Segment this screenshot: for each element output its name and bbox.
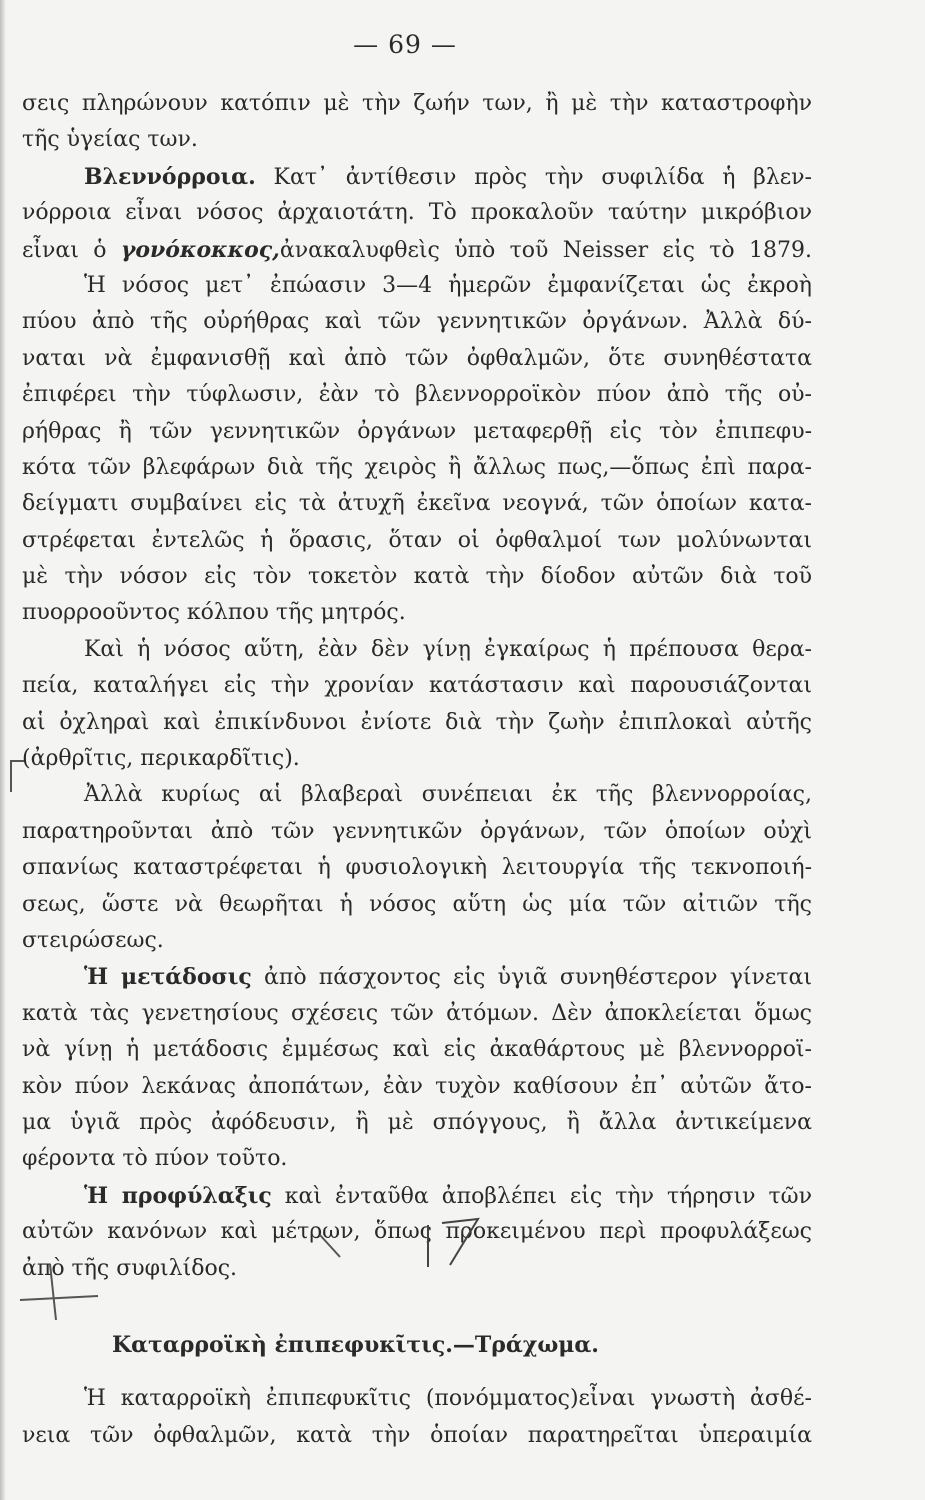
text-line: εἶναι ὁ γονόκοκκος,ἀνακαλυφθεὶς ὑπὸ τοῦ Neisser εἰς τὸ 1879. (22, 236, 812, 263)
text-line: Ἡ προφύλαξις καὶ ἐνταῦθα ἀποβλέπει εἰς τὴν τήρησιν τῶν (84, 1182, 812, 1209)
text-line: Ἡ μετάδοσις ἀπὸ πάσχοντος εἰς ὑγιᾶ συνηθέστερον γίνεται (84, 964, 812, 991)
text-line: δείγματι συμβαίνει εἰς τὰ ἀτυχῆ ἐκεῖνα νεογνά, τῶν ὁποίων κατα- (22, 491, 812, 517)
text-line: στειρώσεως. (22, 927, 164, 953)
text-line: σπανίως καταστρέφεται ἡ φυσιολογικὴ λειτουργία τῆς τεκνοποιή- (22, 855, 812, 881)
text-line: σεις πληρώνουν κατόπιν μὲ τὴν ζωήν των, ἢ μὲ τὴν καταστροφὴν (22, 91, 812, 116)
text-line: (ἀρθρῖτις, περικαρδῖτις). (22, 746, 300, 772)
text-line: ναται νὰ ἐμφανισθῇ καὶ ἀπὸ τῶν ὀφθαλμῶν, ὅτε συνηθέστατα (22, 345, 812, 371)
text-line: νόρροια εἶναι νόσος ἀρχαιοτάτη. Τὸ προκαλοῦν ταύτην μικρόβιον (22, 200, 812, 226)
inline-heading: Ἡ μετάδοσις (84, 964, 252, 991)
text-line: κατὰ τὰς γενετησίους σχέσεις τῶν ἀτόμων. Δὲν ἀποκλείεται ὅμως (22, 1000, 812, 1026)
text-line: Καὶ ἡ νόσος αὕτη, ἐὰν δὲν γίνῃ ἐγκαίρως ἡ πρέπουσα θερα- (84, 636, 812, 662)
text-line: παρατηροῦνται ἀπὸ τῶν γεννητικῶν ὀργάνων, τῶν ὁποίων οὐχὶ (22, 818, 812, 844)
text-line: σεως, ὥστε νὰ θεωρῆται ἡ νόσος αὕτη ὡς μία τῶν αἰτιῶν τῆς (22, 891, 812, 917)
text-line: μα ὑγιᾶ πρὸς ἀφόδευσιν, ἢ μὲ σπόγγους, ἢ ἄλλα ἀντικείμενα (22, 1109, 812, 1135)
italic-term: γονόκοκκος, (120, 236, 280, 263)
text-line: πυορρooῦντος κόλπου τῆς μητρός. (22, 600, 406, 626)
handwritten-marks (300, 1205, 500, 1285)
margin-bracket-mark (10, 760, 24, 792)
text-line: πύου ἀπὸ τῆς οὐρήθρας καὶ τῶν γεννητικῶν ὀργάνων. Ἀλλὰ δύ- (22, 309, 812, 335)
text-line: νεια τῶν ὀφθαλμῶν, κατὰ τὴν ὁποίαν παρατηρεῖται ὑπεραιμία (22, 1422, 812, 1448)
text-line: μὲ τὴν νόσον εἰς τὸν τοκετὸν κατὰ τὴν δίοδον αὐτῶν διὰ τοῦ (22, 564, 812, 590)
text-line: στρέφεται ἐντελῶς ἡ ὅρασις, ὅταν οἱ ὀφθαλμοί των μολύνωνται (22, 527, 812, 553)
text-line: κότα τῶν βλεφάρων διὰ τῆς χειρὸς ἢ ἄλλως πως,—ὅπως ἐπὶ παρα- (22, 454, 812, 480)
inline-heading: Βλεννόρροια. (84, 163, 256, 190)
text-line: ἀπὸ τῆς συφιλίδος. (22, 1255, 238, 1281)
text-line: ρήθρας ἢ τῶν γεννητικῶν ὀργάνων μεταφερθῇ εἰς τὸν ἐπιπεφυ- (22, 418, 812, 444)
text-line: τῆς ὑγείας των. (22, 127, 198, 153)
text-line: ἐπιφέρει τὴν τύφλωσιν, ἐὰν τὸ βλεννορροϊκὸν πύον ἀπὸ τῆς οὐ- (22, 382, 812, 408)
text-line: αὐτῶν κανόνων καὶ μέτρων, ὅπως προκειμένου περὶ προφυλάξεως (22, 1219, 812, 1245)
page-number: — 69 — (353, 30, 457, 59)
text-line: Ἡ καταρροϊκὴ ἐπιπεφυκῖτις (πονόμματος)εἶναι γνωστὴ ἀσθέ- (84, 1386, 812, 1412)
page-edge (0, 0, 6, 1500)
text-line: φέροντα τὸ πύον τοῦτο. (22, 1146, 288, 1172)
text-line: Ἡ νόσος μετ᾽ ἐπώασιν 3—4 ἡμερῶν ἐμφανίζεται ὡς ἐκροὴ (84, 272, 812, 298)
text-line: Ἀλλὰ κυρίως αἱ βλαβεραὶ συνέπειαι ἐκ τῆς βλεννορροίας, (84, 782, 812, 808)
text-line: Βλεννόρροια. Κατ᾽ ἀντίθεσιν πρὸς τὴν συφιλίδα ἡ βλεν- (84, 163, 812, 190)
text-line: αἱ ὀχληραὶ καὶ ἐπικίνδυνοι ἐνίοτε διὰ τὴν ζωὴν ἐπιπλοκαὶ αὐτῆς (22, 709, 812, 735)
section-heading: Καταρροϊκὴ ἐπιπεφυκῖτις.—Τράχωμα. (112, 1331, 599, 1358)
margin-cross-mark (10, 1262, 100, 1322)
text-line: πεία, καταλήγει εἰς τὴν χρονίαν κατάστασιν καὶ παρουσιάζονται (22, 673, 812, 699)
text-line: νὰ γίνῃ ἡ μετάδοσις ἐμμέσως καὶ εἰς ἀκαθάρτους μὲ βλεννορροϊ- (22, 1037, 812, 1063)
text-line: κὸν πύον λεκάνας ἀποπάτων, ἐὰν τυχὸν καθίσουν ἐπ᾽ αὐτῶν ἄτο- (22, 1073, 812, 1099)
inline-heading: Ἡ προφύλαξις (84, 1182, 272, 1209)
